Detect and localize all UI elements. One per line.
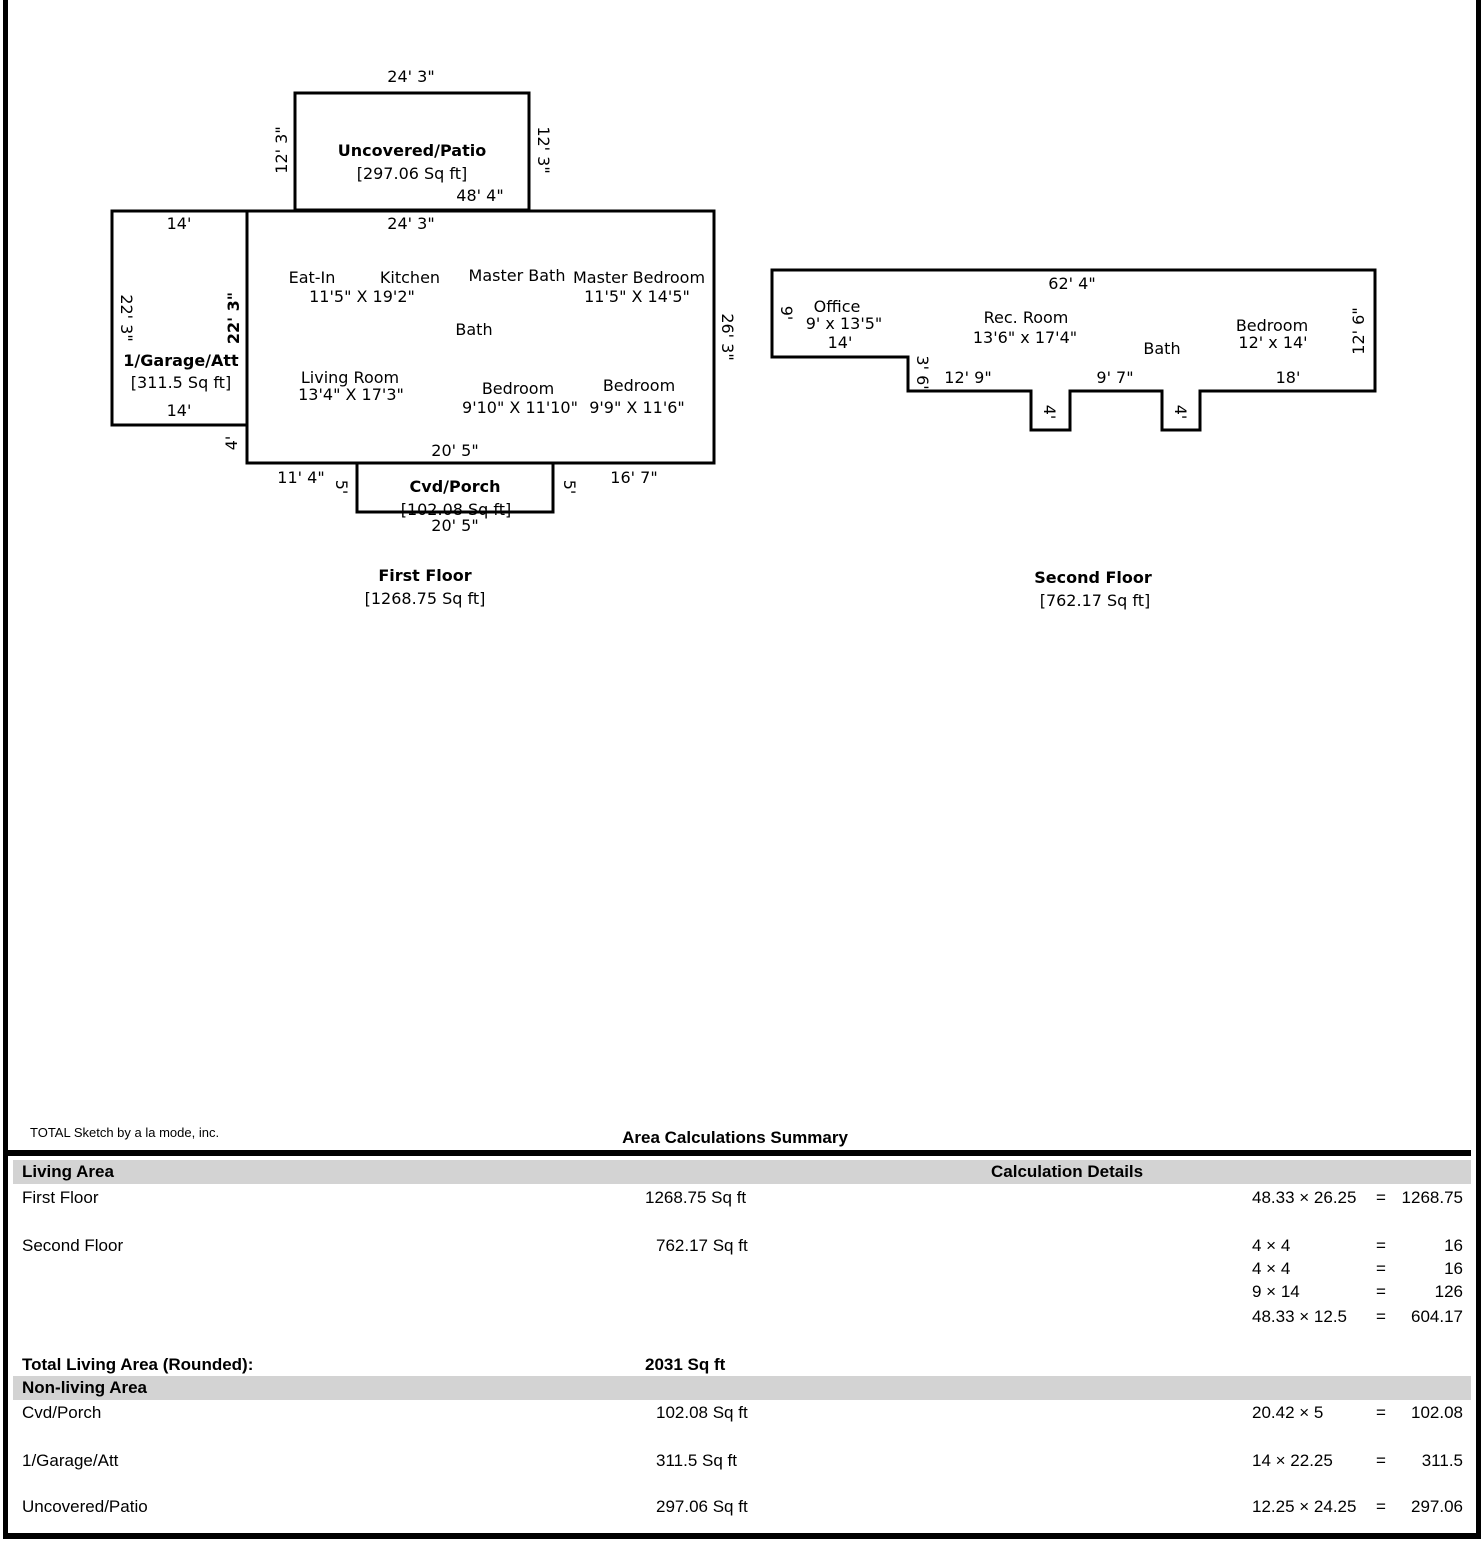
calc-expression: 14 × 22.25	[1252, 1451, 1333, 1470]
floor-plan-sketch	[0, 0, 1482, 640]
room-size: 11'5" X 19'2"	[309, 287, 415, 306]
room-size: 13'4" X 17'3"	[298, 385, 404, 404]
calc-result: 297.06	[1411, 1497, 1463, 1516]
dimension-label: 9'	[777, 305, 796, 321]
dimension-label: 24' 3"	[387, 67, 435, 86]
dimension-label: 22' 3"	[224, 291, 243, 345]
room-name: Living Room	[300, 368, 400, 387]
calc-expression: 4 × 4	[1252, 1236, 1291, 1255]
total-living-area-value: 2031 Sq ft	[645, 1355, 726, 1374]
dimension-label: 22' 3"	[117, 294, 136, 342]
dimension-label: 20' 5"	[431, 516, 479, 535]
calc-expression: 4 × 4	[1252, 1259, 1291, 1278]
dimension-label: 4'	[1040, 404, 1059, 420]
dimension-label: 14'	[166, 214, 192, 233]
area-value: 762.17 Sq ft	[656, 1236, 748, 1255]
calculation-details-header: Calculation Details	[991, 1162, 1144, 1181]
dimension-label: 12' 9"	[944, 368, 992, 387]
area-value: 297.06 Sq ft	[656, 1497, 748, 1516]
dimension-label: 48' 4"	[456, 186, 504, 205]
room-name: Bath	[1143, 339, 1181, 358]
room-size: 9' x 13'5"	[805, 314, 883, 333]
software-credit: TOTAL Sketch by a la mode, inc.	[30, 1125, 220, 1140]
area-name: First Floor	[22, 1188, 99, 1207]
room-name: Master Bedroom	[572, 268, 706, 287]
room-name: Office	[813, 297, 861, 316]
patio-label: Uncovered/Patio	[337, 141, 487, 160]
dimension-label: 5'	[560, 479, 579, 495]
total-living-area-label: Total Living Area (Rounded):	[22, 1355, 254, 1374]
calc-result: 16	[1444, 1236, 1463, 1255]
room-size: 13'6" x 17'4"	[972, 328, 1078, 347]
dimension-label: 18'	[1275, 368, 1301, 387]
room-size: 9'10" X 11'10"	[462, 398, 578, 417]
area-name: Uncovered/Patio	[22, 1497, 148, 1516]
first-floor-area: [1268.75 Sq ft]	[364, 589, 486, 608]
dimension-label: 4'	[222, 435, 241, 451]
garage-label: 1/Garage/Att	[123, 351, 239, 370]
dimension-label: 9' 7"	[1096, 368, 1134, 387]
dimension-label: 62' 4"	[1048, 274, 1096, 293]
room-name: Bedroom	[481, 379, 555, 398]
area-value: 311.5 Sq ft	[656, 1451, 737, 1470]
room-size: 12' x 14'	[1238, 333, 1308, 352]
calc-expression: 48.33 × 26.25	[1252, 1188, 1357, 1207]
calc-expression: 9 × 14	[1252, 1282, 1300, 1301]
area-name: 1/Garage/Att	[22, 1451, 119, 1470]
first-floor-title: First Floor	[378, 566, 472, 585]
area-name: Second Floor	[22, 1236, 124, 1255]
garage-area: [311.5 Sq ft]	[130, 373, 232, 392]
dimension-label: 5'	[332, 479, 351, 495]
room-size: 11'5" X 14'5"	[584, 287, 690, 306]
dimension-label: 20' 5"	[431, 441, 479, 460]
room-name: Eat-In	[288, 268, 336, 287]
calc-result: 1268.75	[1401, 1188, 1463, 1207]
living-area-header: Living Area	[22, 1162, 114, 1181]
calc-equals: =	[1376, 1307, 1386, 1326]
area-value: 1268.75 Sq ft	[645, 1188, 747, 1207]
dimension-label: 14'	[166, 401, 192, 420]
calc-result: 102.08	[1411, 1403, 1463, 1422]
room-name: Master Bath	[468, 266, 566, 285]
non-living-area-header-band	[13, 1376, 1471, 1400]
dimension-label: 26' 3"	[718, 313, 737, 361]
calc-equals: =	[1376, 1236, 1386, 1255]
dimension-label: 12' 3"	[534, 126, 553, 174]
summary-title: Area Calculations Summary	[622, 1128, 848, 1147]
porch-area: [102.08 Sq ft]	[400, 500, 512, 519]
calc-result: 126	[1434, 1282, 1463, 1301]
area-name: Cvd/Porch	[22, 1403, 102, 1422]
calc-result: 604.17	[1411, 1307, 1463, 1326]
non-living-area-header: Non-living Area	[22, 1378, 147, 1397]
room-size: 9'9" X 11'6"	[589, 398, 685, 417]
porch-label: Cvd/Porch	[409, 477, 501, 496]
calc-expression: 20.42 × 5	[1252, 1403, 1324, 1422]
calc-equals: =	[1376, 1259, 1386, 1278]
dimension-label: 24' 3"	[387, 214, 435, 233]
summary-divider	[8, 1150, 1471, 1156]
dimension-label: 3' 6"	[913, 355, 932, 393]
calc-equals: =	[1376, 1451, 1386, 1470]
room-name: Bath	[455, 320, 493, 339]
room-name: Kitchen	[379, 268, 441, 287]
second-floor-area: [762.17 Sq ft]	[1039, 591, 1151, 610]
living-area-header-band	[13, 1160, 1471, 1184]
dimension-label: 14'	[827, 333, 853, 352]
calc-equals: =	[1376, 1282, 1386, 1301]
calc-expression: 12.25 × 24.25	[1252, 1497, 1357, 1516]
second-floor-title: Second Floor	[1034, 568, 1152, 587]
patio-area: [297.06 Sq ft]	[356, 164, 468, 183]
dimension-label: 12' 3"	[272, 126, 291, 174]
dimension-label: 12' 6"	[1349, 307, 1368, 355]
calc-equals: =	[1376, 1497, 1386, 1516]
room-name: Bedroom	[1235, 316, 1309, 335]
area-value: 102.08 Sq ft	[656, 1403, 748, 1422]
room-name: Bedroom	[602, 376, 676, 395]
calc-result: 16	[1444, 1259, 1463, 1278]
calc-equals: =	[1376, 1403, 1386, 1422]
dimension-label: 16' 7"	[610, 468, 658, 487]
room-name: Rec. Room	[983, 308, 1069, 327]
dimension-label: 11' 4"	[277, 468, 325, 487]
calc-expression: 48.33 × 12.5	[1252, 1307, 1348, 1326]
calc-result: 311.5	[1421, 1451, 1463, 1470]
dimension-label: 4'	[1171, 404, 1190, 420]
calc-equals: =	[1376, 1188, 1386, 1207]
